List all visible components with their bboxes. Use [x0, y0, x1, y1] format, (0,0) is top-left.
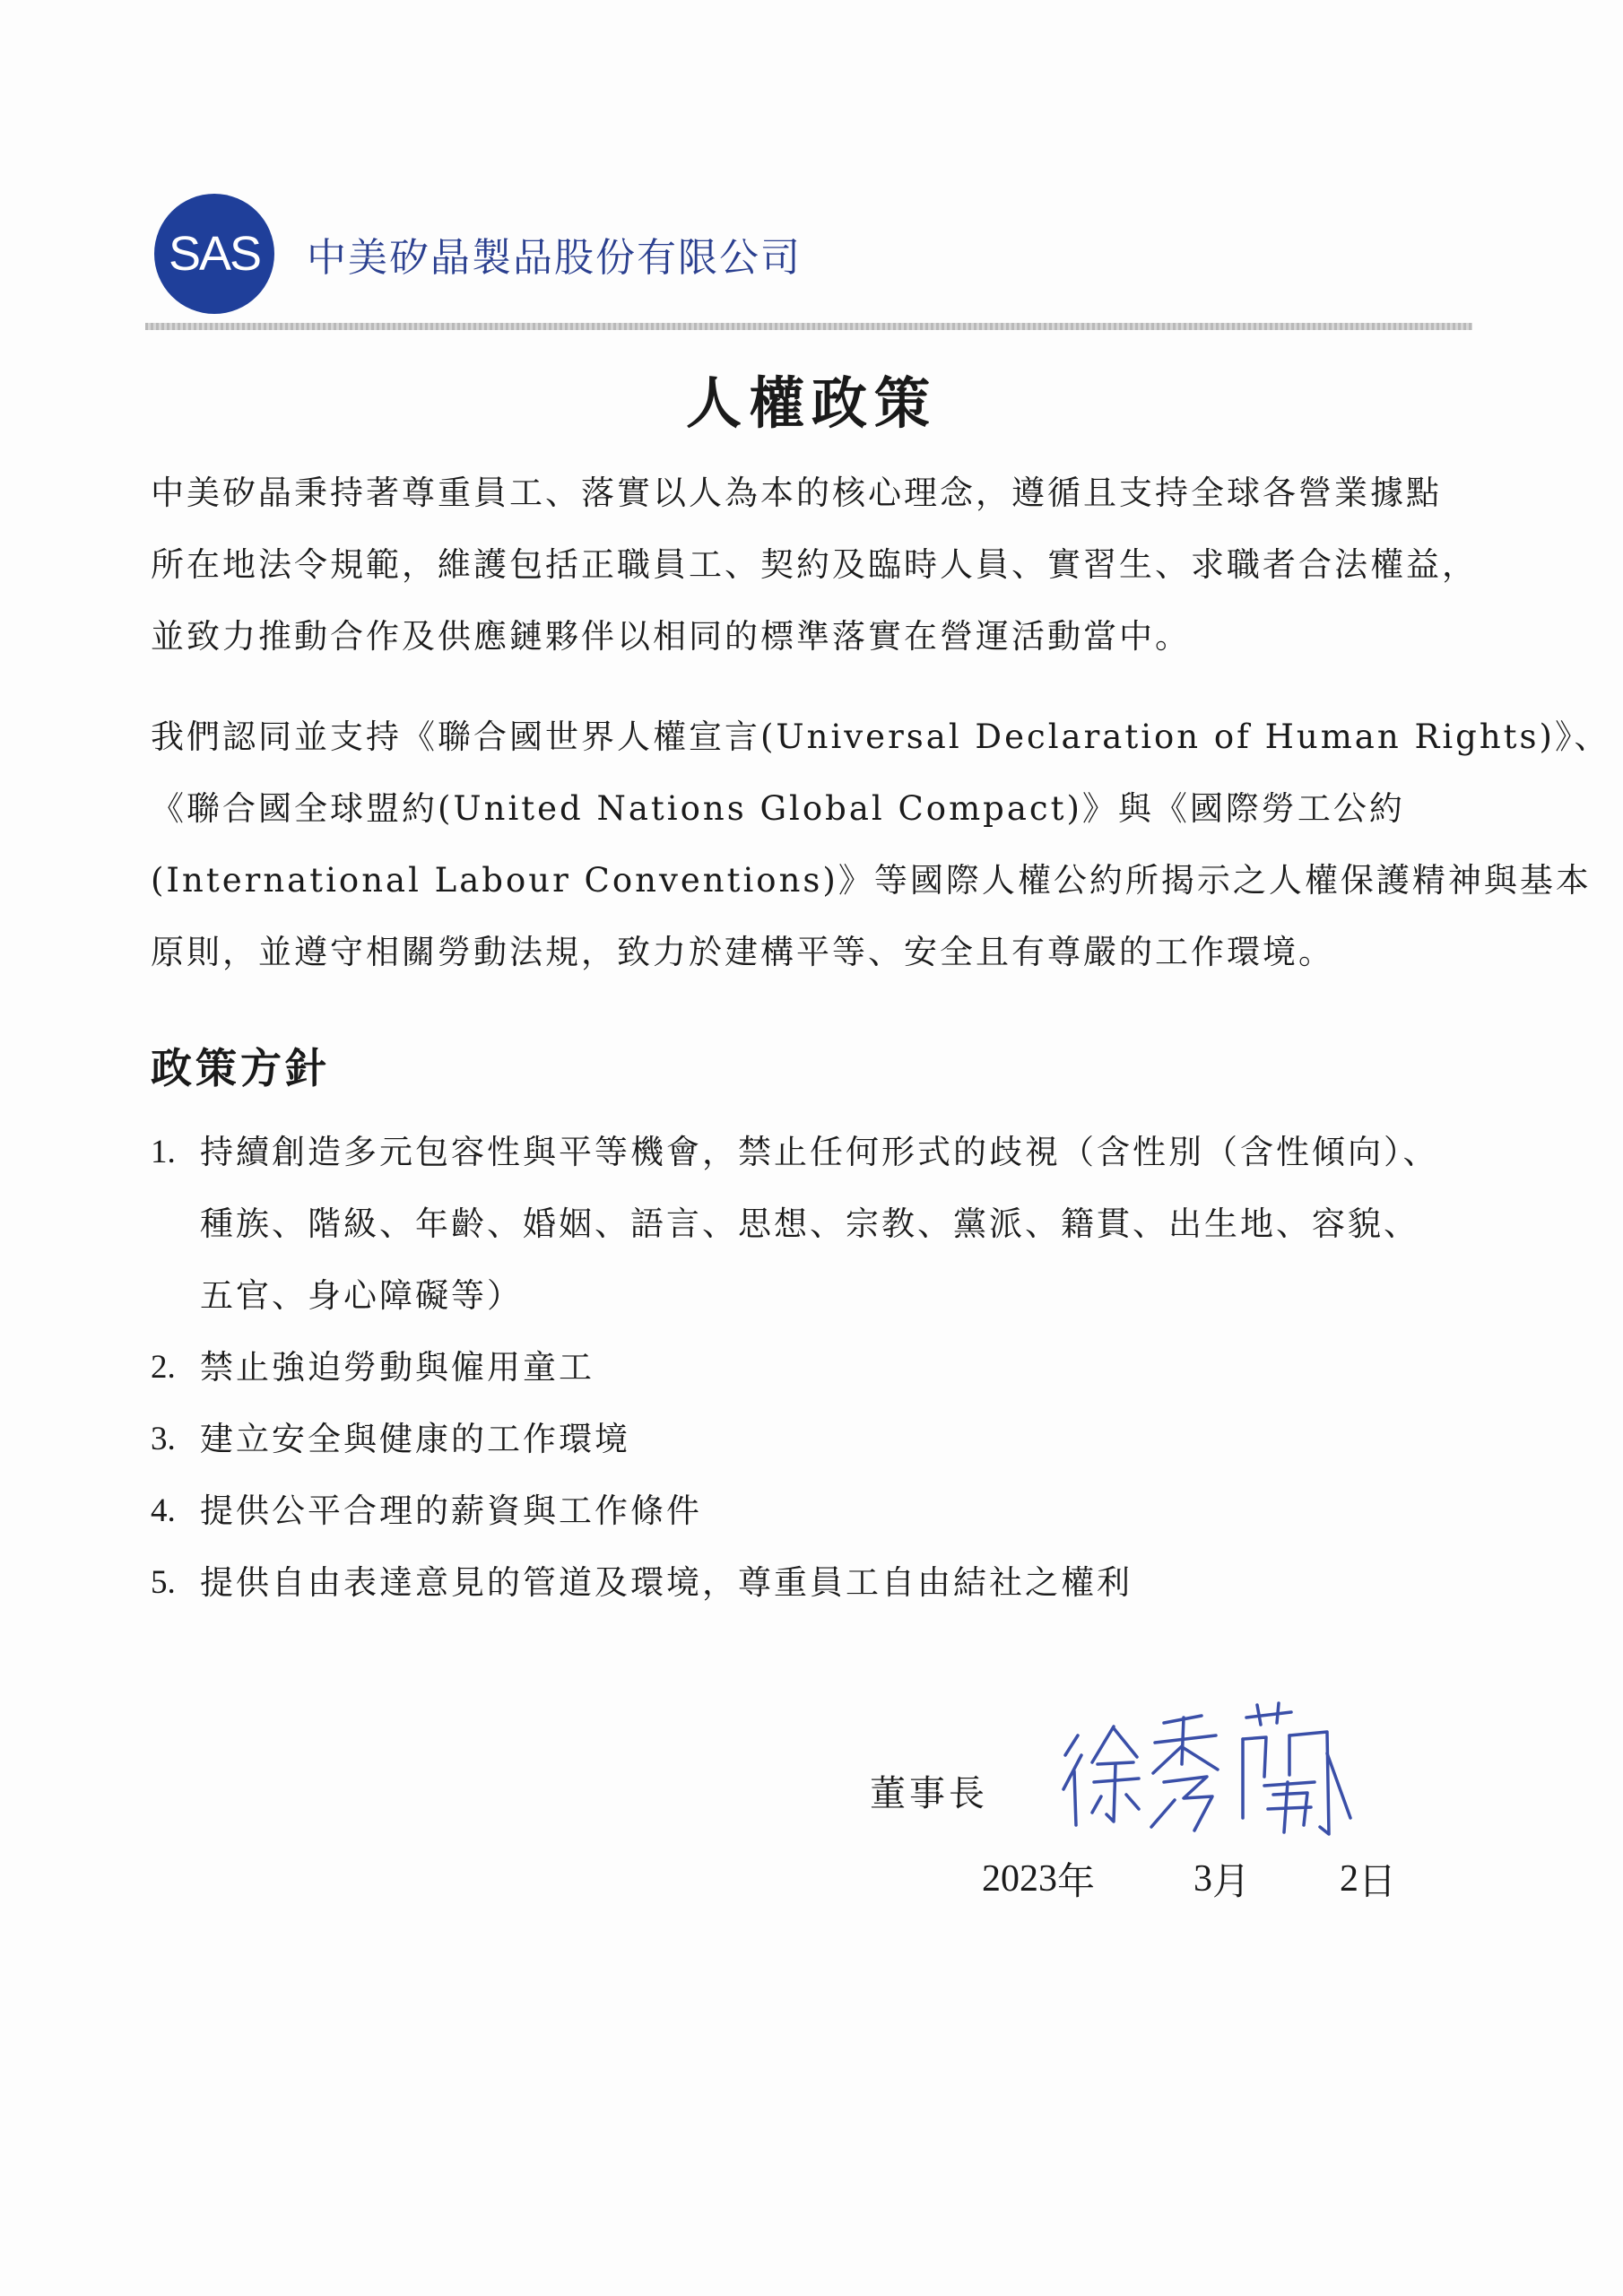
- list-item: [151, 1332, 1496, 1404]
- list-item: [151, 1475, 1496, 1547]
- date-month: 3: [1193, 1858, 1213, 1900]
- list-text: [200, 1547, 1133, 1619]
- paragraph-line: 我們認同並支持《聯合國世界人權宣言(Universal Declaration of Human Rights)》、: [151, 718, 1610, 756]
- company-name: 中美矽晶製品股份有限公司: [307, 234, 802, 281]
- logo-text: SAS: [168, 226, 261, 281]
- document-title: 人權政策: [685, 370, 937, 436]
- list-number: 5.: [151, 1564, 176, 1601]
- list-line: 建立安全與健康的工作環境: [200, 1420, 630, 1458]
- handwritten-signature: [1058, 1700, 1363, 1843]
- signatory-title: 董事長: [870, 1773, 988, 1814]
- header-divider: [145, 323, 1472, 330]
- list-number: 3.: [151, 1421, 176, 1457]
- list-item: [151, 1404, 1496, 1475]
- date-month-unit: 月: [1212, 1859, 1251, 1903]
- paragraph-line: 並致力推動合作及供應鏈夥伴以相同的標準落實在營運活動當中。: [151, 617, 1191, 656]
- commitment-paragraph: [151, 701, 1610, 988]
- list-line: 禁止強迫勞動與僱用童工: [200, 1348, 595, 1387]
- date-year-unit: 年: [1057, 1859, 1096, 1903]
- date-day: 2: [1340, 1858, 1359, 1900]
- list-text: [200, 1332, 595, 1404]
- intro-paragraph: [151, 457, 1478, 673]
- list-line: 提供自由表達意見的管道及環境，尊重員工自由結社之權利: [200, 1563, 1133, 1602]
- list-line: 五官、身心障礙等）: [200, 1276, 523, 1315]
- list-text: [200, 1117, 1439, 1332]
- date-year: 2023: [982, 1858, 1057, 1900]
- list-text: [200, 1404, 630, 1475]
- list-number: 1.: [151, 1134, 176, 1170]
- list-line: 種族、階級、年齡、婚姻、語言、思想、宗教、黨派、籍貫、出生地、容貌、: [200, 1205, 1419, 1243]
- list-number: 2.: [151, 1349, 176, 1386]
- paragraph-line: 原則，並遵守相關勞動法規，致力於建構平等、安全且有尊嚴的工作環境。: [151, 933, 1334, 971]
- company-logo: [154, 194, 274, 314]
- policy-list: [151, 1117, 1496, 1619]
- date-day-unit: 日: [1358, 1859, 1397, 1903]
- paragraph-line: 《聯合國全球盟約(United Nations Global Compact)》與《國際勞工公約: [151, 789, 1405, 828]
- paragraph-line: (International Labour Conventions)》等國際人權公約所揭示之人權保護精神與基本: [151, 861, 1592, 900]
- paragraph-line: 所在地法令規範，維護包括正職員工、契約及臨時人員、實習生、求職者合法權益，: [151, 545, 1478, 584]
- document-date: [982, 1852, 1396, 1906]
- list-number: 4.: [151, 1492, 176, 1529]
- list-text: [200, 1475, 702, 1547]
- section-heading: 政策方針: [151, 1044, 330, 1092]
- list-line: 提供公平合理的薪資與工作條件: [200, 1492, 702, 1530]
- paragraph-line: 中美矽晶秉持著尊重員工、落實以人為本的核心理念，遵循且支持全球各營業據點: [151, 474, 1442, 512]
- letterhead: [154, 193, 802, 314]
- list-item: [151, 1117, 1496, 1332]
- list-line: 持續創造多元包容性與平等機會，禁止任何形式的歧視（含性別（含性傾向）、: [200, 1133, 1439, 1171]
- list-item: [151, 1547, 1496, 1619]
